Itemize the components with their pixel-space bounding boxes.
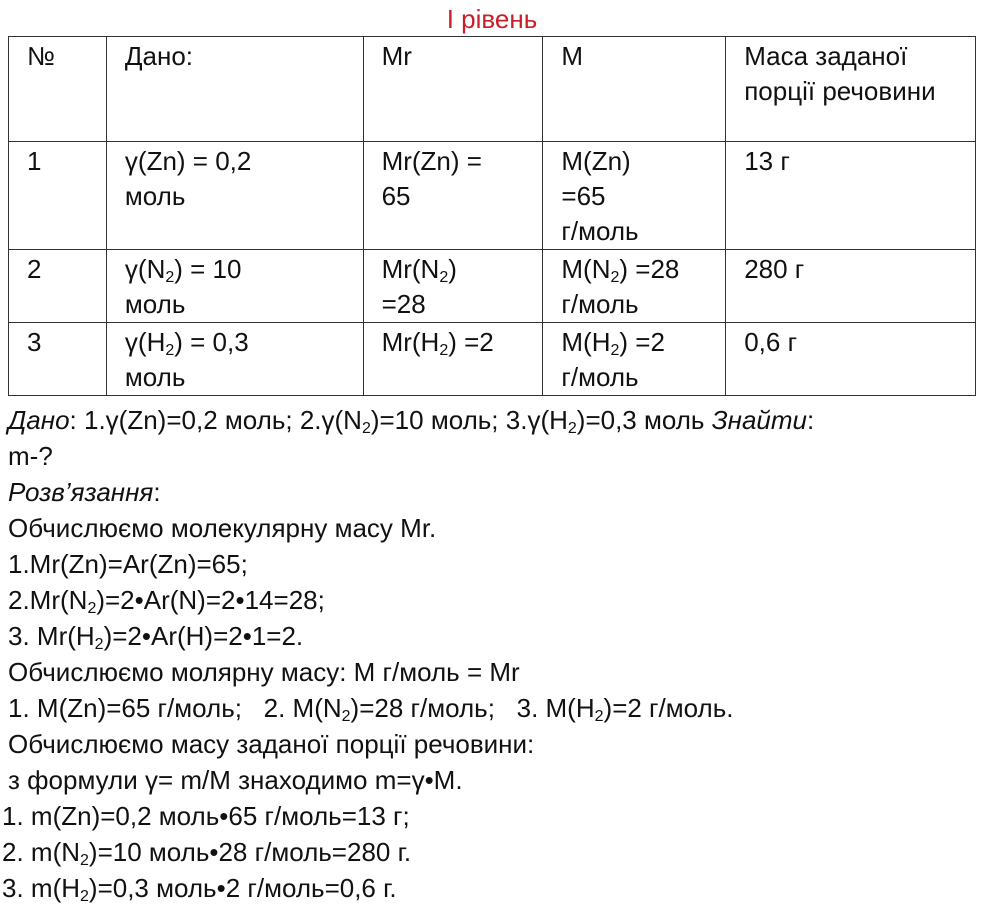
table-row <box>9 142 976 250</box>
solution-heading: Розв’язання: <box>8 477 161 507</box>
find-line: m-? <box>8 441 53 471</box>
row-number: 2 <box>9 250 107 323</box>
header-mr: Mr <box>363 37 543 142</box>
row-molar-mass: M(Zn) =65 г/моль <box>543 142 726 250</box>
given-label: Дано <box>8 405 70 435</box>
row-mr: $Mr(N_2)$ =28 <box>363 250 543 323</box>
formula-line: з формули γ= m/M знаходимо m=γ•M. <box>8 765 463 795</box>
row-mr: Mr(Zn) = 65 <box>363 142 543 250</box>
data-table <box>8 36 976 396</box>
table-header-row <box>9 37 976 142</box>
m-intro: Обчислюємо молярну масу: M г/моль = Mr <box>8 657 520 687</box>
row-mass: 0,6 г <box>726 323 976 396</box>
mr-line-3: 3. $Mr(H_2)=2•Ar(H)=2•1=2$. <box>8 621 304 653</box>
mr-line-1: 1.Mr(Zn)=Ar(Zn)=65; <box>8 549 248 579</box>
mass-line-1: 1. m(Zn)=0,2 моль•65 г/моль=13 г; <box>2 801 410 831</box>
row-molar-mass: $M(N_2) =28$ г/моль <box>543 250 726 323</box>
row-number: 1 <box>9 142 107 250</box>
mr-intro: Обчислюємо молекулярну масу Mr. <box>8 513 437 543</box>
row-number: 3 <box>9 323 107 396</box>
row-given: γ(Zn) = 0,2 моль <box>106 142 363 250</box>
row-mass: 280 г <box>726 250 976 323</box>
row-molar-mass: $M(H_2) =2$ г/моль <box>543 323 726 396</box>
header-molar-mass: M <box>543 37 726 142</box>
row-mass: 13 г <box>726 142 976 250</box>
find-label: Знайти <box>711 405 808 435</box>
table-row <box>9 323 976 396</box>
header-number: № <box>9 37 107 142</box>
solution-text <box>2 402 978 906</box>
m-line: 1. M(Zn)=65 г/моль; 2. $M(N_2)=28$ г/моль; 3. $M(H_2)=2$ г/моль. <box>8 693 734 725</box>
mass-line-2: 2. $m(N_2)=10$ моль•28 г/моль=280 г. <box>2 837 412 869</box>
mr-line-2: $2.Mr(N_2)=2•Ar(N)=2•14=28$; <box>8 585 325 617</box>
level-title: І рівень <box>446 4 538 34</box>
header-mass: Маса заданої порції речовини <box>726 37 976 142</box>
mass-line-3: 3. $m(H_2)=0,3$ моль•2 г/моль=0,6 г. <box>2 873 397 905</box>
row-given: $\gamma(H_2) = 0,3$ моль <box>106 323 363 396</box>
table-row <box>9 250 976 323</box>
mass-intro: Обчислюємо масу заданої порції речовини: <box>8 729 535 759</box>
row-given: $\gamma(N_2) = 10$ моль <box>106 250 363 323</box>
given-line: Дано: 1.γ(Zn)=0,2 моль; $2.\gamma(N_2)=10$ моль; $3.\gamma(H_2)=0,3$ моль Знайти: <box>8 405 815 437</box>
header-given: Дано: <box>106 37 363 142</box>
row-mr: $Mr(H_2) =2$ <box>363 323 543 396</box>
